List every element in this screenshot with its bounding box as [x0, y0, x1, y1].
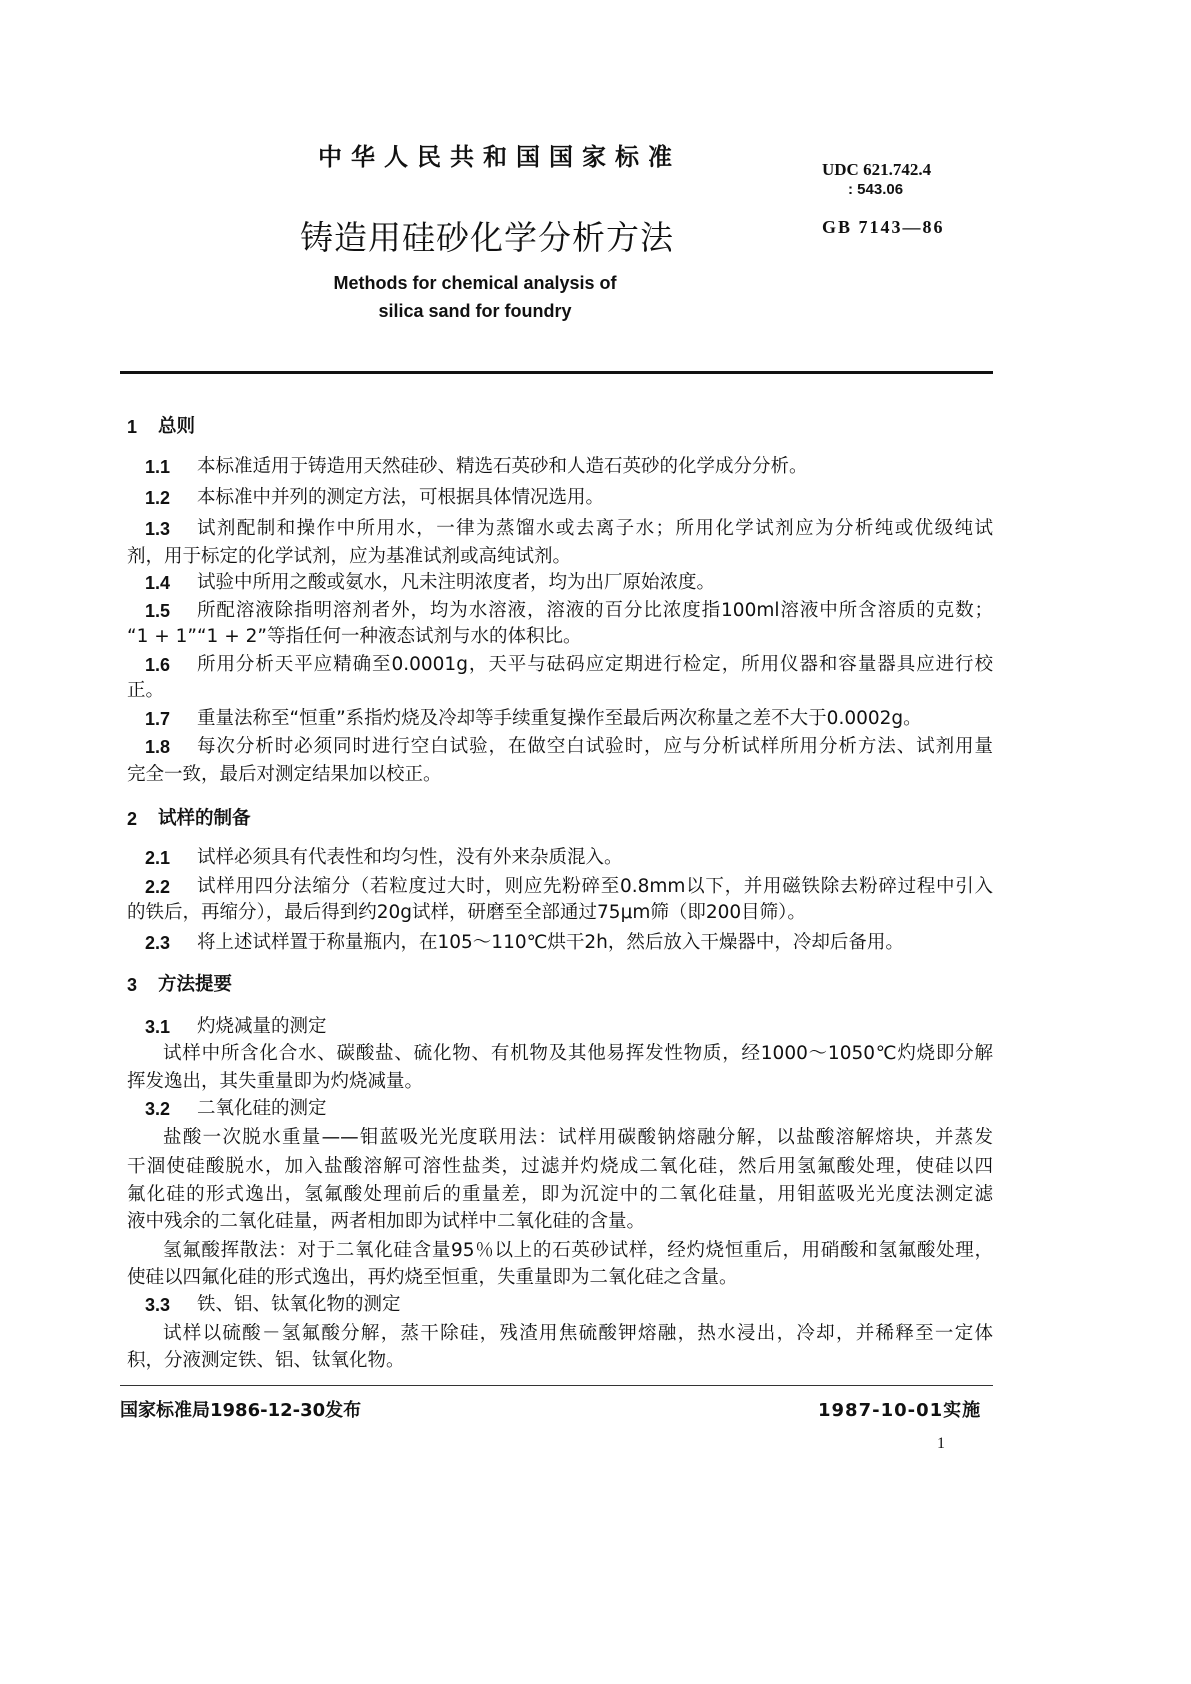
clause-text: 重量法称至“恒重”系指灼烧及冷却等手续重复操作至最后两次称量之差不大于0.0002g。 [197, 708, 922, 729]
section-heading: 总则 [158, 416, 196, 437]
clause-number: 1.3 [145, 519, 171, 539]
document-title: 铸造用硅砂化学分析方法 [300, 218, 674, 257]
clause-number: 1.1 [145, 457, 171, 477]
clause-text: 本标准中并列的测定方法，可根据具体情况选用。 [197, 487, 605, 508]
clause-text-continued: 正。 [127, 680, 165, 701]
paragraph-line: 试样以硫酸－氢氟酸分解，蒸干除硅，残渣用焦硫酸钾熔融，热水浸出，冷却，并稀释至一定体 [163, 1323, 993, 1344]
clause-text: 试样必须具有代表性和均匀性，没有外来杂质混入。 [197, 847, 623, 868]
clause-number: 1.5 [145, 601, 171, 621]
subsection-number: 3.2 [145, 1099, 171, 1119]
section-number: 2 [127, 809, 138, 829]
clause-number: 1.2 [145, 488, 171, 508]
subsection-number: 3.3 [145, 1295, 171, 1315]
section-number: 3 [127, 975, 138, 995]
clause-text: 所配溶液除指明溶剂者外，均为水溶液，溶液的百分比浓度指100ml溶液中所含溶质的克数； [197, 600, 993, 621]
paragraph-line: 使硅以四氟化硅的形式逸出，再灼烧至恒重，失重量即为二氧化硅之含量。 [127, 1267, 738, 1288]
footer-divider [120, 1385, 993, 1386]
clause-text: 每次分析时必须同时进行空白试验，在做空白试验时，应与分析试样所用分析方法、试剂用量 [197, 736, 993, 757]
paragraph-line: 干涸使硅酸脱水，加入盐酸溶解可溶性盐类，过滤并灼烧成二氧化硅，然后用氢氟酸处理，使硅以四 [127, 1156, 993, 1177]
clause-number: 2.3 [145, 933, 171, 953]
page-number: 1 [937, 1435, 945, 1452]
issuing-country-standard-label: 中华人民共和国国家标准 [318, 143, 681, 171]
subsection-heading: 二氧化硅的测定 [197, 1098, 327, 1119]
paragraph-line: 试样中所含化合水、碳酸盐、硫化物、有机物及其他易挥发性物质，经1000～1050℃灼烧即分解 [163, 1043, 993, 1064]
header-divider [120, 371, 993, 374]
clause-text: 试验中所用之酸或氨水，凡未注明浓度者，均为出厂原始浓度。 [197, 572, 716, 593]
section-heading: 试样的制备 [158, 808, 251, 829]
clause-number: 1.6 [145, 655, 171, 675]
paragraph-line: 氟化硅的形式逸出，氢氟酸处理前后的重量差，即为沉淀中的二氧化硅量，用钼蓝吸光光度法测定滤 [127, 1184, 993, 1205]
clause-text-continued: “1 + 1”“1 + 2”等指任何一种液态试剂与水的体积比。 [127, 626, 582, 647]
subsection-heading: 铁、铝、钛氧化物的测定 [197, 1294, 401, 1315]
clause-number: 1.7 [145, 709, 171, 729]
udc-line-2: : 543.06 [848, 181, 904, 198]
english-title-line-2: silica sand for foundry [378, 301, 572, 321]
clause-text: 所用分析天平应精确至0.0001g，天平与砝码应定期进行检定，所用仪器和容量器具应进行校 [197, 654, 993, 675]
clause-number: 1.8 [145, 737, 171, 757]
clause-text: 本标准适用于铸造用天然硅砂、精选石英砂和人造石英砂的化学成分分析。 [197, 456, 808, 477]
section-number: 1 [127, 417, 138, 437]
clause-number: 2.1 [145, 848, 171, 868]
paragraph-line: 氢氟酸挥散法：对于二氧化硅含量95％以上的石英砂试样，经灼烧恒重后，用硝酸和氢氟酸处理， [163, 1240, 993, 1261]
clause-text-continued: 完全一致，最后对测定结果加以校正。 [127, 764, 442, 785]
clause-text: 试剂配制和操作中所用水，一律为蒸馏水或去离子水；所用化学试剂应为分析纯或优级纯试 [197, 518, 993, 539]
udc-classification [822, 160, 931, 200]
udc-line-1: UDC 621.742.4 [822, 160, 932, 179]
standard-number: GB 7143—86 [822, 217, 945, 237]
subsection-number: 3.1 [145, 1017, 171, 1037]
clause-text: 将上述试样置于称量瓶内，在105～110℃烘干2h，然后放入干燥器中，冷却后备用。 [197, 932, 904, 953]
clause-number: 1.4 [145, 573, 171, 593]
effective-date: 1987-10-01实施 [818, 1400, 982, 1421]
issue-date: 国家标准局1986-12-30发布 [120, 1400, 362, 1421]
subsection-heading: 灼烧减量的测定 [197, 1016, 327, 1037]
clause-number: 2.2 [145, 877, 171, 897]
clause-text-continued: 的铁后，再缩分），最后得到约20g试样，研磨至全部通过75μm筛（即200目筛）。 [127, 902, 806, 923]
english-title-line-1: Methods for chemical analysis of [333, 273, 617, 293]
paragraph-line: 盐酸一次脱水重量——钼蓝吸光光度联用法：试样用碳酸钠熔融分解，以盐酸溶解熔块，并蒸发 [163, 1127, 993, 1148]
paragraph-line: 挥发逸出，其失重量即为灼烧减量。 [127, 1071, 424, 1092]
paragraph-line: 液中残余的二氧化硅量，两者相加即为试样中二氧化硅的含量。 [127, 1211, 646, 1232]
section-heading: 方法提要 [158, 974, 233, 995]
clause-text: 试样用四分法缩分（若粒度过大时，则应先粉碎至0.8mm以下，并用磁铁除去粉碎过程中引入 [197, 876, 993, 897]
paragraph-line: 积，分液测定铁、铝、钛氧化物。 [127, 1350, 405, 1371]
clause-text-continued: 剂，用于标定的化学试剂，应为基准试剂或高纯试剂。 [127, 546, 572, 567]
